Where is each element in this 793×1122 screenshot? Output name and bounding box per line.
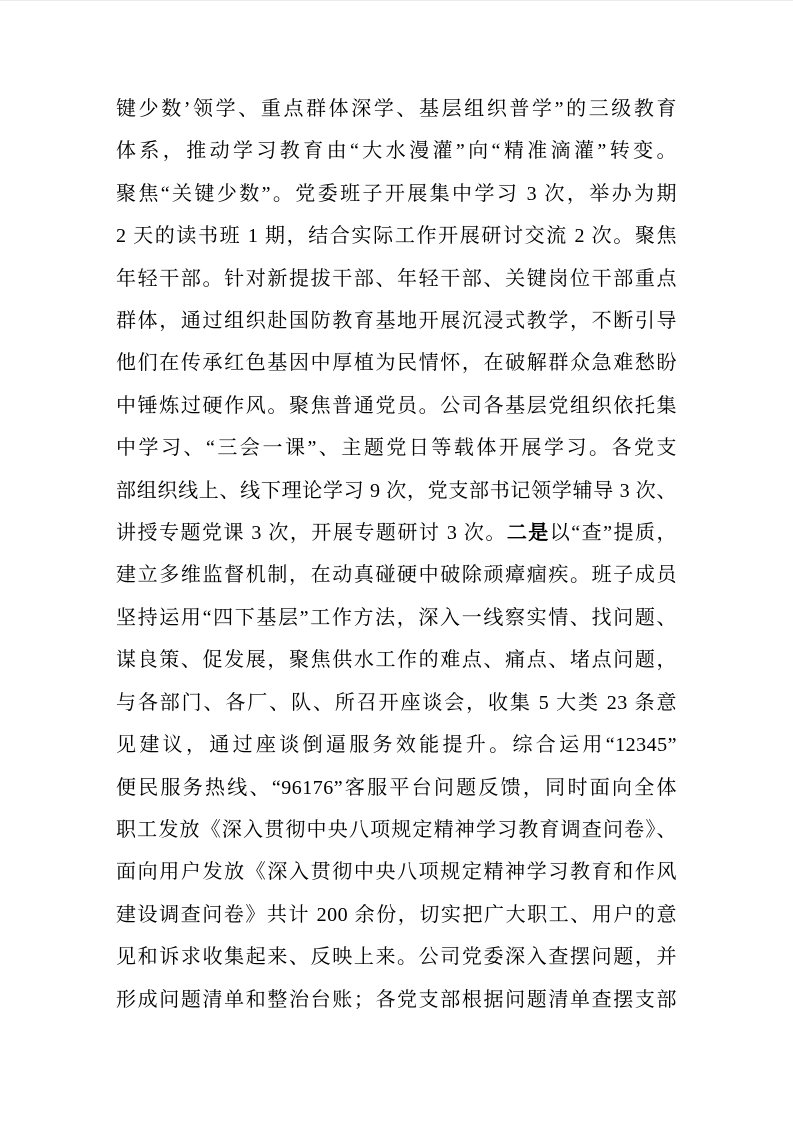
- text-line: [116, 173, 677, 215]
- text-segment: 中锤炼过硬作风。聚焦普通党员。公司各基层党组织依托集: [116, 394, 677, 417]
- text-segment: 与各部门、各厂、队、所召开座谈会，收集 5 大类 23 条意: [116, 691, 677, 714]
- text-line: [116, 88, 677, 130]
- text-segment: 中学习、“三会一课”、主题党日等载体开展学习。各党支: [116, 437, 677, 460]
- text-segment: 群体，通过组织赴国防教育基地开展沉浸式教学，不断引导: [116, 310, 677, 333]
- bold-text-segment: 二是: [506, 522, 550, 545]
- text-line: [116, 724, 677, 766]
- text-line: [116, 342, 677, 384]
- text-segment: 形成问题清单和整治台账；各党支部根据问题清单查摆支部: [116, 988, 677, 1011]
- text-line: [116, 470, 677, 512]
- text-line: [116, 258, 677, 300]
- text-line: [116, 554, 677, 596]
- text-segment: 2 天的读书班 1 期，结合实际工作开展研讨交流 2 次。聚焦: [116, 225, 677, 248]
- text-line: [116, 894, 677, 936]
- text-line: [116, 597, 677, 639]
- text-segment: 年轻干部。针对新提拔干部、年轻干部、关键岗位干部重点: [116, 267, 677, 290]
- text-segment: 坚持运用“四下基层”工作方法，深入一线察实情、找问题、: [116, 606, 677, 629]
- text-line: [116, 215, 677, 257]
- text-line: [116, 767, 677, 809]
- text-line: [116, 851, 677, 893]
- text-segment: 谋良策、促发展，聚焦供水工作的难点、痛点、堵点问题，: [116, 649, 677, 672]
- text-segment: 见和诉求收集起来、反映上来。公司党委深入查摆问题，并: [116, 946, 677, 969]
- text-segment: 他们在传承红色基因中厚植为民情怀，在破解群众急难愁盼: [116, 352, 677, 375]
- text-line: [116, 385, 677, 427]
- text-line: [116, 300, 677, 342]
- text-segment: 便民服务热线、“96176”客服平台问题反馈，同时面向全体: [116, 776, 677, 799]
- text-segment: 建设调查问卷》共计 200 余份，切实把广大职工、用户的意: [116, 903, 677, 926]
- text-line: [116, 979, 677, 1021]
- text-line: [116, 427, 677, 469]
- text-line: [116, 130, 677, 172]
- text-line: [116, 809, 677, 851]
- text-segment: 建立多维监督机制，在动真碰硬中破除顽瘴痼疾。班子成员: [116, 564, 677, 587]
- text-segment: 聚焦“关键少数”。党委班子开展集中学习 3 次，举办为期: [116, 182, 677, 205]
- text-segment: 部组织线上、线下理论学习 9 次，党支部书记领学辅导 3 次、: [116, 479, 677, 502]
- text-segment: 键少数’领学、重点群体深学、基层组织普学”的三级教育: [116, 98, 677, 120]
- text-line: [116, 639, 677, 681]
- text-line: [116, 682, 677, 724]
- text-segment: 体系，推动学习教育由“大水漫灌”向“精准滴灌”转变。: [116, 140, 677, 163]
- text-line: [116, 936, 677, 978]
- text-segment: 讲授专题党课 3 次，开展专题研讨 3 次。: [116, 522, 507, 545]
- document-body: [116, 88, 677, 1021]
- text-segment: 以“查”提质，: [549, 522, 677, 545]
- text-segment: 面向用户发放《深入贯彻中央八项规定精神学习教育和作风: [116, 861, 677, 884]
- text-segment: 见建议，通过座谈倒逼服务效能提升。综合运用“12345”: [116, 734, 677, 757]
- text-segment: 职工发放《深入贯彻中央八项规定精神学习教育调查问卷》、: [116, 818, 677, 841]
- text-line: [116, 512, 677, 554]
